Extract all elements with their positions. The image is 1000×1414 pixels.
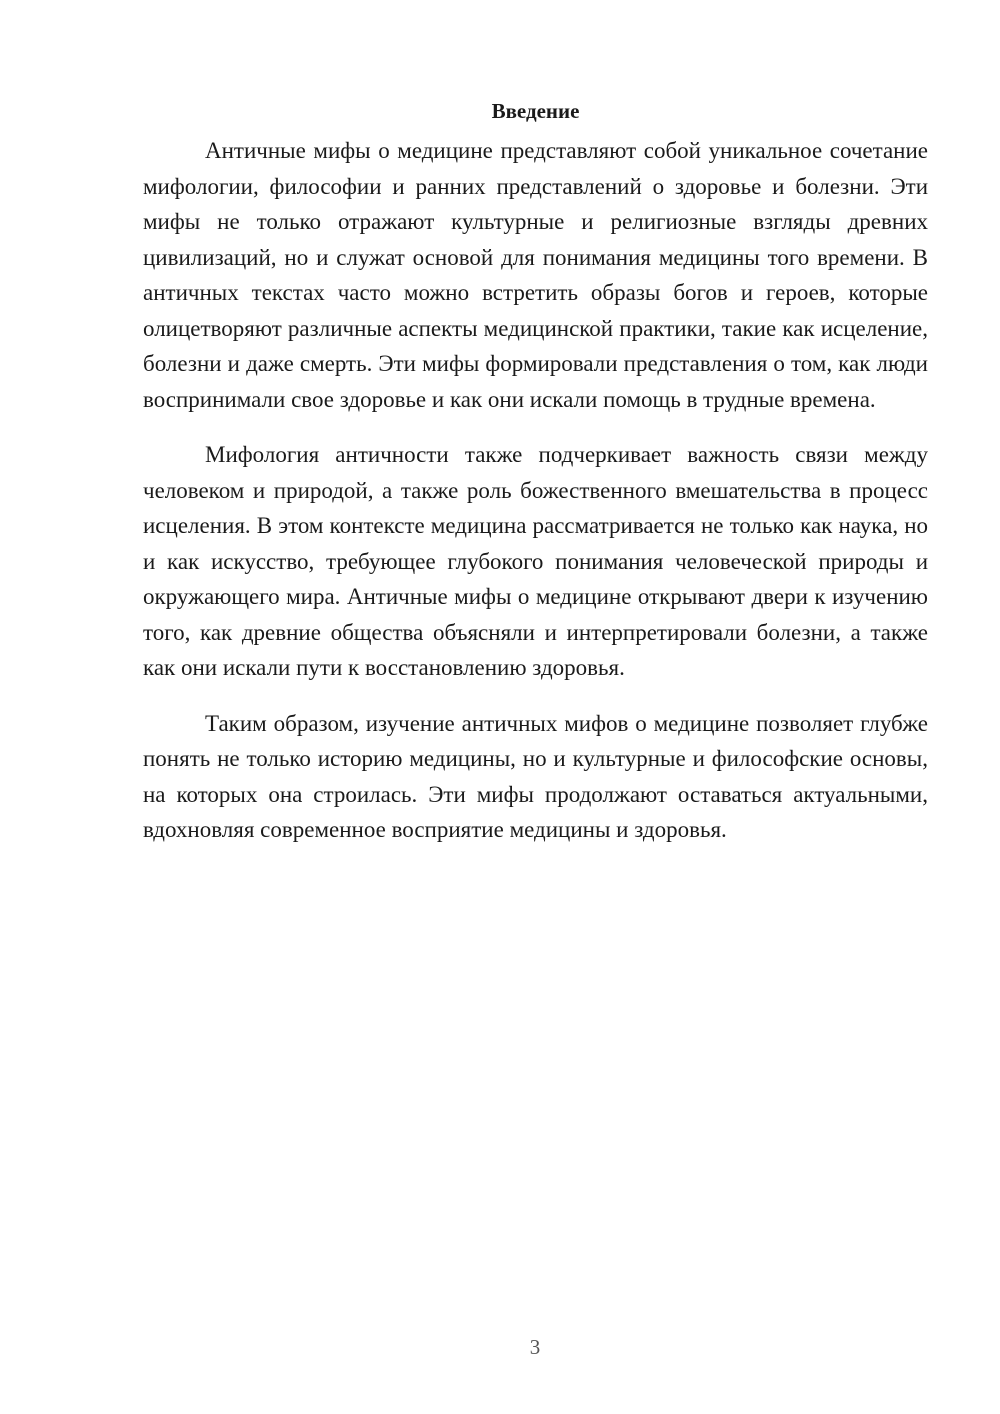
section-heading: Введение	[491, 99, 580, 123]
paragraph-3: Таким образом, изучение античных мифов о медицине позволяет глубже понять не только историю медицины, но и культурные и философские основы, на которых она строилась. Эти мифы продолжают оставаться актуальными, вдохновляя современное восприятие медицины и здоровья.	[143, 710, 928, 842]
page-content	[143, 94, 928, 868]
paragraph-1: Античные мифы о медицине представляют собой уникальное сочетание мифологии, философии и ранних представлений о здоровье и болезни. Эти мифы не только отражают культурные и религиозные взгляды древних цивилизаций, но и служат основой для понимания медицины того времени. В античных текстах часто можно встретить образы богов и героев, которые олицетворяют различные аспекты медицинской практики, такие как исцеление, болезни и даже смерть. Эти мифы формировали представления о том, как люди воспринимали свое здоровье и как они искали помощь в трудные времена.	[143, 138, 928, 412]
paragraph-2: Мифология античности также подчеркивает важность связи между человеком и природой, а также роль божественного вмешательства в процесс исцеления. В этом контексте медицина рассматривается не только как наука, но и как искусство, требующее глубокого понимания человеческой природы и окружающего мира. Античные мифы о медицине открывают двери к изучению того, как древние общества объясняли и интерпретировали болезни, а также как они искали пути к восстановлению здоровья.	[143, 442, 928, 680]
page-number: 3	[529, 1335, 541, 1359]
